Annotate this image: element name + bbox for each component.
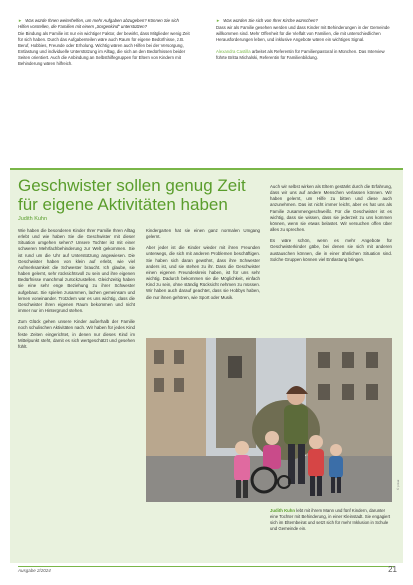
interviewee-bio: Alexandra Castilla arbeitet als Referentin für Familienpastoral in München. Das Interview führte Britta Michalski, Referentin für Familienbildung.: [216, 49, 385, 60]
interview-answer: Dass wir als Familie gesehen werden und dass Kinder mit Behinderungen in der Gemeinde willkommen sind. Mehr Offenheit für die Vielfalt von Familien, die mit unterschiedlichen Herausforderungen leben, und inklusive Angebote wären ein wichtiges Signal.: [216, 25, 390, 42]
paragraph: Kindergarten hat sie einen ganz normalen Umgang gelernt.: [146, 228, 260, 240]
paragraph: Es wäre schön, wenn es mehr Angebote für Geschwisterkinder gäbe, bei denen sie sich mit anderen austauschen können, die in einer ähnlichen Situation sind. Solche Gruppen können viel Entlastung bringen.: [270, 238, 392, 262]
paragraph: Zum Glück gehen unsere Kinder außerhalb der Familie noch schulischen Aktivitäten nach. Wir haben für jedes Kind feste Zeiten eingerichtet, in denen nur dieses Kind im Mittelpunkt steht, damit es sich wertgeschätzt und gesehen fühlt.: [18, 319, 135, 349]
interview-right-column: [216, 18, 396, 61]
article-column-3: [270, 184, 392, 268]
photo-credit: © privat: [396, 479, 400, 490]
interview-question: ► Was würde Ihnen weiterhelfen, um mehr Aufgaben abzugeben? Können Sie sich Hilfen vorstellen, die Familien mit einem „Sorgenkind“ unterstützen?: [18, 18, 179, 29]
footer-divider: [18, 566, 394, 567]
arrow-icon: ►: [216, 18, 221, 23]
article-column-1: [18, 228, 135, 355]
interviewee-name: Alexandra Castilla: [216, 49, 251, 54]
photo-caption: Judith Kuhn lebt mit ihrem Mann und fünf Kindern, darunter eine Tochter mit Behinderung, in einer Kleinstadt. Sie engagiert sich im Elternbeirat und setzt sich für mehr Inklusion in Schule und Gemeinde ein.: [270, 508, 391, 531]
caption-name: Judith Kuhn: [270, 508, 296, 513]
paragraph: Wie haben die besonderen Kinder Ihrer Familie Ihren Alltag erlebt und wie haben Sie die Geschwister mit dieser Situation umgehen sehen? Unsere Tochter ist mit einer schweren Mehrfachbehinderung zur Welt gekommen. Sie ist rund um die Uhr auf Unterstützung angewiesen. Die Geschwister haben von klein auf erlebt, wie viel Aufmerksamkeit die Schwester braucht. Ich glaube, sie haben gelernt, sehr rücksichtsvoll zu sein und ihre eigenen Bedürfnisse manchmal zurückzustellen. Gleichzeitig haben sie eine sehr enge Beziehung zu ihrer Schwester aufgebaut. Sie spielen zusammen, lachen gemeinsam und lernen voneinander. Trotzdem war es uns wichtig, dass die Geschwister ihren eigenen Raum bekommen und nicht immer nur im Hintergrund stehen.: [18, 228, 135, 314]
article-column-2: [146, 228, 260, 306]
interview-answer: Die Bindung als Familie ist nur ein wichtiger Faktor, der bewirkt, dass Mitglieder wenig Zeit für sich haben. Durch das Aufgabenteilen wäre auch Raum für eigene Bedürfnisse, z.B. Beruf, Hobbies, Freunde oder Erholung. Wichtig wären auch Hilfen bei der Versorgung, Entlastung und individuelle Unterstützung im Alltag, die sich an den Bedürfnissen beider Seiten orientiert. Auch die Anbindung an Selbsthilfegruppen für Eltern von Kindern mit Behinderung wären hilfreich.: [18, 31, 190, 66]
interview-left-column: [18, 18, 190, 67]
page-number: 21: [388, 565, 397, 574]
interview-question: ► Was würden Sie sich von Ihrer Kirche wünschen?: [216, 18, 318, 23]
paragraph: Auch wir selbst wirken als Eltern gestärkt durch die Erfahrung, dass wir uns auf andere Menschen verlassen können. Wir haben gelernt, um Hilfe zu bitten und diese auch anzunehmen. Das ist nicht immer leicht, aber es hat uns als Familie zusammengeschweißt. Für die Geschwister ist es wichtig, dass sie wissen, dass sie jederzeit zu uns kommen können, wenn sie etwas belastet. Wir versuchen offen über alles zu sprechen.: [270, 184, 392, 233]
paragraph: Aber jeder ist die Kinder wieder mit ihren Freunden unterwegs, die sich mit anderen Problemen beschäftigen. Sie haben sich daran gewöhnt, dass ihre Schwester anders ist, und sie stehen zu ihr. Dass die Geschwister einen eigenen Freundeskreis haben, ist für uns sehr wichtig. Dadurch bekommen sie die Möglichkeit, einfach Kind zu sein, ohne ständig Rücksicht nehmen zu müssen. Wir haben auch darauf geachtet, dass sie Hobbys haben, die nur ihnen gehören, wie Sport oder Musik.: [146, 245, 260, 300]
panel-divider: [10, 168, 403, 170]
article-author: Judith Kuhn: [18, 216, 48, 222]
issue-label: Ausgabe 2/2024: [18, 568, 51, 573]
arrow-icon: ►: [18, 18, 23, 23]
family-photo: [146, 338, 392, 502]
article-headline: Geschwister sollen genug Zeit für eigene Aktivitäten haben: [18, 176, 246, 214]
family-photo-illustration: [146, 338, 392, 502]
